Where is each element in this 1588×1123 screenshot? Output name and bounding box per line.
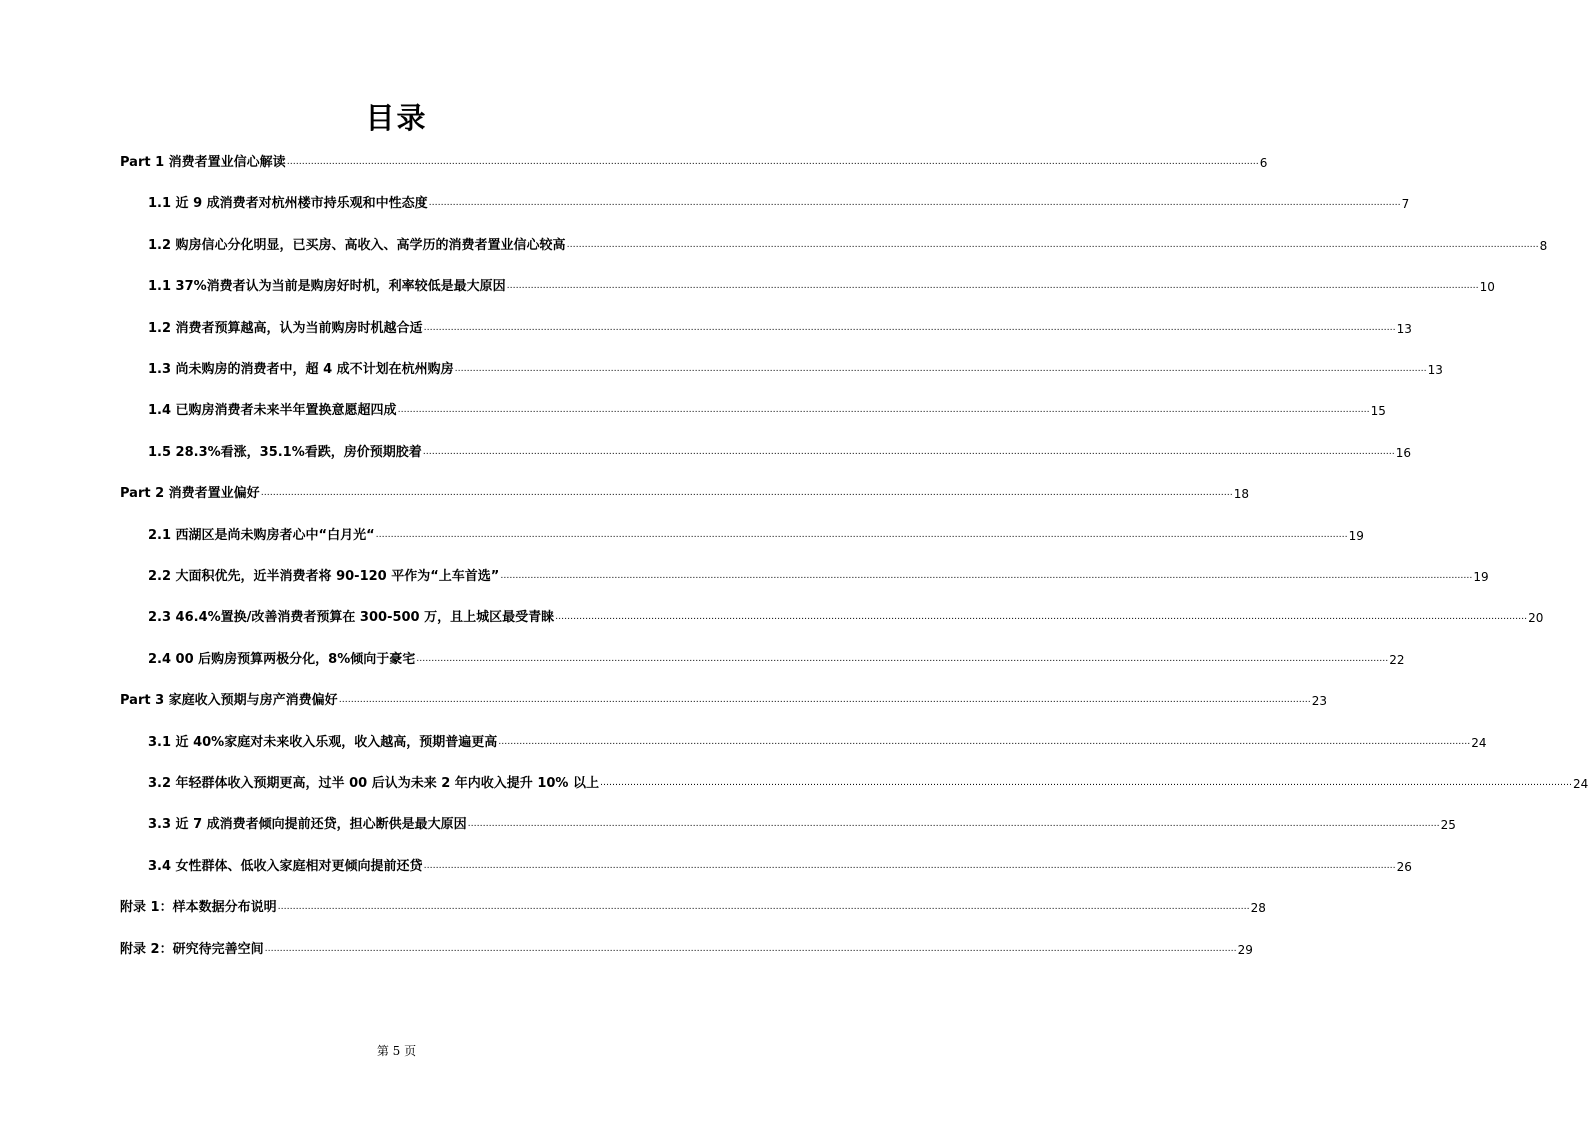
toc-entry-title: 2.3 46.4%置换/改善消费者预算在 300-500 万，且上城区最受青睐	[148, 610, 555, 626]
toc-dot-leader: ………………………………………………………………………………………………………………………………………………………………………………………………………………………………………………………………………………………………	[338, 695, 1311, 706]
toc-dot-leader: ………………………………………………………………………………………………………………………………………………………………………………………………………………………………………………………………………………………………	[599, 778, 1572, 788]
toc-page-number: 22	[1389, 652, 1405, 667]
toc-entry-title: 3.3 近 7 成消费者倾向提前还贷，担心断供是最大原因	[148, 817, 467, 833]
toc-page-number: 8	[1539, 238, 1548, 253]
toc-page-number: 24	[1471, 735, 1487, 750]
toc-entry-title: 2.2 大面积优先，近半消费者将 90-120 平作为“上车首选”	[148, 569, 500, 584]
toc-dot-leader: ………………………………………………………………………………………………………………………………………………………………………………………………………………………………………………………………………………………………	[566, 239, 1539, 250]
toc-entry-title: 3.4 女性群体、低收入家庭相对更倾向提前还贷	[148, 858, 423, 874]
toc-page-number: 13	[1396, 321, 1412, 336]
toc-entry-title: 2.4 00 后购房预算两极分化，8%倾向于豪宅	[148, 651, 416, 667]
toc-dot-leader: ………………………………………………………………………………………………………………………………………………………………………………………………………………………………………………………………………………………………	[375, 529, 1348, 540]
toc-dot-leader: ………………………………………………………………………………………………………………………………………………………………………………………………………………………………………………………………………………………………	[555, 612, 1528, 623]
toc-dot-leader: ………………………………………………………………………………………………………………………………………………………………………………………………………………………………………………………………………………………………	[423, 860, 1396, 871]
toc-dot-leader: ………………………………………………………………………………………………………………………………………………………………………………………………………………………………………………………………………………………………	[277, 902, 1250, 913]
toc-entry[interactable]	[120, 688, 1327, 709]
toc-page-number: 25	[1440, 818, 1456, 833]
toc-page-number: 15	[1370, 404, 1386, 419]
toc-entry[interactable]	[148, 440, 1412, 460]
toc-entry[interactable]	[148, 564, 1489, 584]
toc-page-number: 13	[1427, 363, 1443, 377]
toc-entry-title: 1.1 37%消费者认为当前是购房好时机，利率较低是最大原因	[148, 279, 506, 295]
toc-page-number: 6	[1259, 156, 1268, 170]
toc-page-number: 28	[1250, 901, 1266, 916]
toc-entry[interactable]	[148, 233, 1548, 253]
toc-entry-title: 1.5 28.3%看涨，35.1%看跌，房价预期胶着	[148, 444, 422, 460]
toc-dot-leader: ………………………………………………………………………………………………………………………………………………………………………………………………………………………………………………………………………………………………	[500, 571, 1473, 581]
toc-entry-title: Part 3 家庭收入预期与房产消费偏好	[120, 693, 338, 709]
toc-entry-title: 1.3 尚未购房的消费者中，超 4 成不计划在杭州购房	[148, 362, 454, 377]
toc-entry-title: 1.2 消费者预算越高，认为当前购房时机越合适	[148, 320, 423, 336]
toc-entry-title: 1.4 已购房消费者未来半年置换意愿超四成	[148, 403, 397, 419]
toc-entry-title: 1.1 近 9 成消费者对杭州楼市持乐观和中性态度	[148, 196, 428, 212]
toc-entry[interactable]	[148, 398, 1386, 419]
toc-dot-leader: ………………………………………………………………………………………………………………………………………………………………………………………………………………………………………………………………………………………………	[428, 198, 1401, 209]
page-number-footer: 第 5 页	[376, 1044, 417, 1058]
toc-page-number: 20	[1528, 611, 1544, 626]
toc-page-number: 10	[1479, 280, 1495, 295]
toc-entry[interactable]	[120, 150, 1268, 170]
page-title: 目录	[365, 101, 428, 135]
toc-dot-leader: ………………………………………………………………………………………………………………………………………………………………………………………………………………………………………………………………………………………………	[467, 819, 1440, 830]
toc-page-number: 19	[1348, 528, 1364, 543]
toc-dot-leader: ………………………………………………………………………………………………………………………………………………………………………………………………………………………………………………………………………………………………	[264, 943, 1237, 954]
toc-entry-title: 附录 2：研究待完善空间	[120, 941, 264, 957]
toc-page-number: 18	[1233, 487, 1249, 502]
toc-dot-leader: ………………………………………………………………………………………………………………………………………………………………………………………………………………………………………………………………………………………………	[422, 446, 1395, 457]
toc-dot-leader: ………………………………………………………………………………………………………………………………………………………………………………………………………………………………………………………………………………………………	[498, 736, 1471, 747]
toc-page-number: 7	[1401, 197, 1410, 212]
toc-entry[interactable]	[120, 895, 1266, 916]
toc-dot-leader: ………………………………………………………………………………………………………………………………………………………………………………………………………………………………………………………………………………………………	[454, 364, 1427, 374]
toc-page-number: 19	[1473, 570, 1489, 584]
toc-dot-leader: ………………………………………………………………………………………………………………………………………………………………………………………………………………………………………………………………………………………………	[416, 653, 1389, 664]
toc-entry-title: 1.2 购房信心分化明显，已买房、高收入、高学历的消费者置业信心较高	[148, 237, 566, 253]
toc-entry-title: Part 1 消费者置业信心解读	[120, 155, 286, 170]
toc-page-number: 23	[1311, 694, 1327, 709]
toc-dot-leader: ………………………………………………………………………………………………………………………………………………………………………………………………………………………………………………………………………………………………	[397, 405, 1370, 416]
toc-entry-title: 附录 1：样本数据分布说明	[120, 900, 277, 916]
toc-entry[interactable]	[148, 316, 1412, 336]
toc-page-number: 26	[1396, 859, 1412, 874]
toc-entry[interactable]	[148, 191, 1410, 212]
toc-entry[interactable]	[148, 854, 1412, 874]
toc-entry-title: 3.2 年轻群体收入预期更高，过半 00 后认为未来 2 年内收入提升 10% 以上	[148, 776, 599, 791]
toc-entry[interactable]	[148, 812, 1456, 833]
toc-entry-title: Part 2 消费者置业偏好	[120, 486, 260, 502]
toc-entry[interactable]	[148, 647, 1405, 667]
toc-entry[interactable]	[148, 523, 1364, 543]
toc-dot-leader: ………………………………………………………………………………………………………………………………………………………………………………………………………………………………………………………………………………………………	[423, 322, 1396, 333]
toc-dot-leader: ………………………………………………………………………………………………………………………………………………………………………………………………………………………………………………………………………………………………	[260, 488, 1233, 499]
toc-page-number: 16	[1395, 445, 1412, 460]
toc-dot-leader: ………………………………………………………………………………………………………………………………………………………………………………………………………………………………………………………………………………………………	[506, 281, 1479, 292]
toc-page-number: 24	[1572, 777, 1588, 791]
toc-entry[interactable]	[120, 937, 1253, 957]
toc-entry[interactable]	[148, 357, 1443, 377]
toc-page-number: 29	[1237, 942, 1253, 957]
toc-entry-title: 2.1 西湖区是尚未购房者心中“白月光“	[148, 527, 375, 543]
toc-entry[interactable]	[148, 605, 1544, 626]
toc-dot-leader: ………………………………………………………………………………………………………………………………………………………………………………………………………………………………………………………………………………………………	[286, 157, 1259, 167]
toc-entry[interactable]	[148, 730, 1487, 750]
toc-entry[interactable]	[120, 481, 1249, 502]
toc-entry[interactable]	[148, 771, 1588, 791]
toc-entry[interactable]	[148, 274, 1495, 295]
toc-entry-title: 3.1 近 40%家庭对未来收入乐观，收入越高，预期普遍更高	[148, 734, 498, 750]
